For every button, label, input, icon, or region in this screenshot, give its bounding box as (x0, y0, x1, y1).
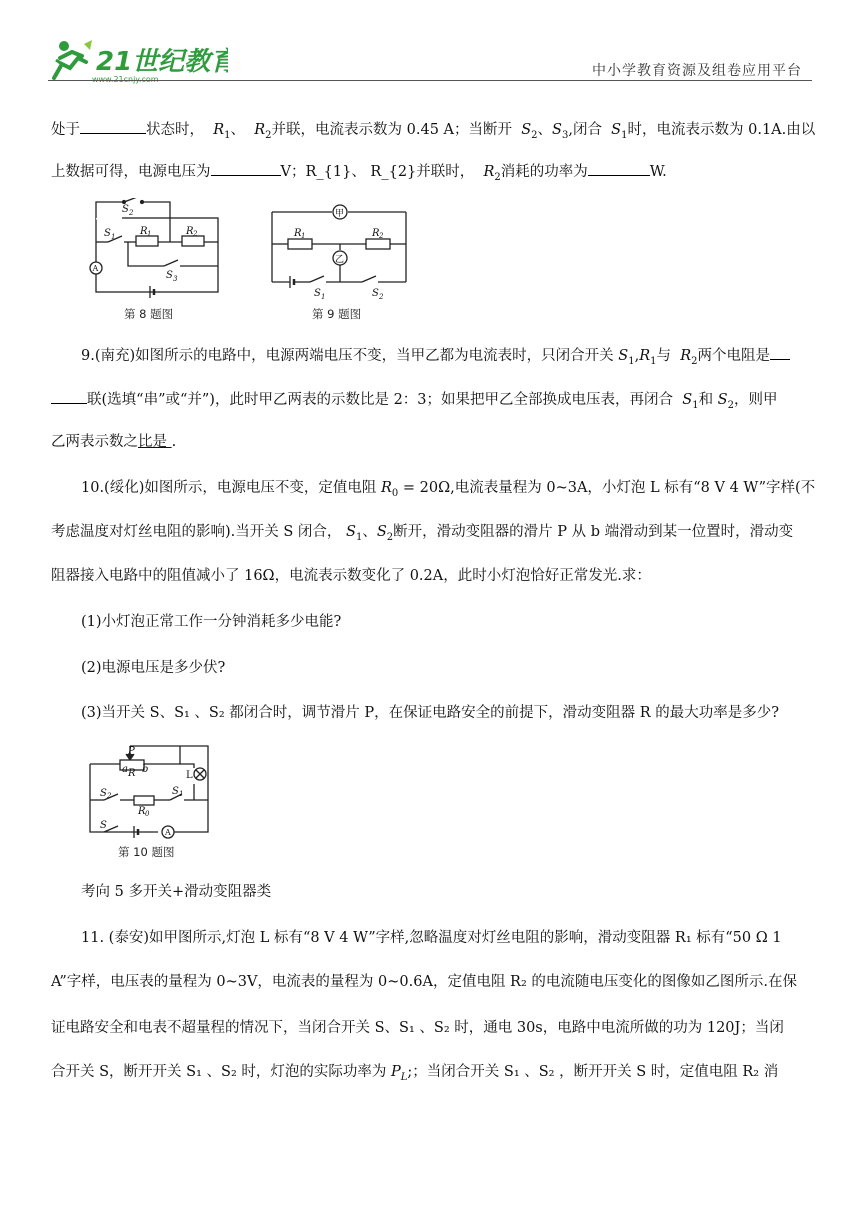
svg-text:R: R (372, 228, 380, 239)
svg-text:2: 2 (379, 232, 384, 240)
svg-text:乙: 乙 (335, 255, 345, 265)
q10-sub-1: (1)小灯泡正常工作一分钟消耗多少电能? (81, 614, 342, 630)
svg-text:0: 0 (145, 810, 150, 818)
q11-line-1: 11. (泰安)如甲图所示,灯泡 L 标有“8 V 4 W”字样,忽略温度对灯丝电阻的影响，滑动变阻器 R₁ 标有“50 Ω 1 (81, 930, 782, 946)
svg-text:P: P (128, 746, 135, 757)
svg-text:S: S (100, 820, 107, 831)
q10-line-1: 10.(绥化)如图所示，电源电压不变，定值电阻 $R_0 = 20\Omega$,电流表量程为 0~3A，小灯泡 L 标有“8 V 4 W”字样(不 (81, 480, 816, 499)
header-divider (48, 80, 812, 81)
q9-line-2: 联(选填“串”或“并”)，此时甲乙两表的示数比是 2：3；如果把甲乙全部换成电压表，再闭合 $S_1$和 $S_2$，则甲 (51, 388, 811, 416)
svg-text:1: 1 (301, 232, 306, 240)
svg-text:第 10 题图: 第 10 题图 (118, 845, 175, 859)
section-heading: 考向 5 多开关+滑动变阻器类 (81, 884, 272, 900)
svg-text:2: 2 (193, 230, 198, 238)
q11-line-3: 证电路安全和电表不超量程的情况下，当闭合开关 S、S₁ 、S₂ 时，通电 30s，电路中电流所做的功为 120J；当闭 (51, 1020, 784, 1036)
q10-sub-3: (3)当开关 S、S₁ 、S₂ 都闭合时，调节滑片 P，在保证电路安全的前提下，滑动变阻器 R 的最大功率是多少? (81, 705, 780, 721)
q8-line-2: 上数据可得，电源电压为 V；R_{1}、 R_{2}并联时， $R_2$消耗的功率为 W. (51, 160, 811, 188)
runner-logo-icon (48, 38, 228, 84)
svg-text:A: A (165, 828, 171, 837)
svg-text:S: S (172, 786, 179, 797)
svg-text:www.21cnjy.com: www.21cnjy.com (92, 75, 159, 84)
q8-line-1: 处于 状态时， $R_1$、 $R_2$并联，电流表示数为 0.45 A；当断开 $S_2$、$S_3$,闭合 $S_1$时，电流表示数为 0.1A.由以 (51, 118, 811, 146)
logo (48, 38, 228, 84)
svg-text:b: b (142, 764, 149, 775)
svg-text:R: R (294, 228, 302, 239)
q10-line-2: 考虑温度对灯丝电阻的影响).当开关 S 闭合， $S_1$、$S_2$断开，滑动变阻器的滑片 P 从 b 端滑动到某一位置时，滑动变 (51, 524, 794, 543)
svg-text:甲: 甲 (335, 209, 345, 219)
svg-text:第 9 题图: 第 9 题图 (312, 307, 362, 321)
svg-text:R: R (186, 226, 194, 237)
q10-line-3: 阻器接入电路中的阻值减小了 16Ω，电流表示数变化了 0.2A，此时小灯泡恰好正常发光.求： (51, 568, 651, 584)
svg-text:L: L (186, 770, 193, 781)
svg-text:2: 2 (379, 293, 384, 301)
svg-text:R: R (138, 806, 146, 817)
svg-text:2: 2 (129, 209, 134, 217)
svg-text:R: R (140, 226, 148, 237)
svg-text:1: 1 (147, 230, 152, 238)
q11-line-4: 合开关 S，断开开关 S₁ 、S₂ 时，灯泡的实际功率为 $P_L$;；当闭合开关 S₁ 、S₂ ，断开开关 S 时，定值电阻 R₂ 消 (51, 1064, 779, 1083)
svg-text:S: S (122, 204, 129, 215)
site-title: 中小学教育资源及组卷应用平台 (592, 63, 802, 79)
q10-sub-2: (2)电源电压是多少伏? (81, 660, 226, 676)
svg-text:S: S (372, 288, 379, 299)
svg-text:1: 1 (111, 233, 116, 241)
svg-text:1: 1 (179, 790, 184, 798)
figure-9-circuit (266, 198, 416, 324)
svg-text:R: R (128, 768, 136, 779)
q9-line-1: 9.(南充)如图所示的电路中，电源两端电压不变，当甲乙都为电流表时，只闭合开关 $S_1,R_1$与 $R_2$两个电阻是 (81, 344, 841, 372)
figure-10-circuit (84, 740, 224, 866)
q9-line-3: 乙两表示数之比是 . (51, 434, 177, 450)
page-header (0, 0, 860, 84)
figure-8-circuit (84, 198, 234, 324)
q11-line-2: A”字样，电压表的量程为 0~3V，电流表的量程为 0~0.6A，定值电阻 R₂ 的电流随电压变化的图像如乙图所示.在保 (51, 974, 798, 990)
svg-text:1: 1 (321, 293, 326, 301)
svg-text:S: S (104, 228, 111, 239)
svg-text:第 8 题图: 第 8 题图 (124, 307, 174, 321)
svg-text:A: A (92, 264, 99, 273)
svg-text:S: S (166, 270, 173, 281)
svg-text:3: 3 (173, 275, 178, 283)
svg-text:a: a (122, 764, 128, 775)
svg-text:21世纪教育: 21世纪教育 (96, 47, 228, 77)
svg-text:2: 2 (107, 792, 112, 800)
svg-text:S: S (314, 288, 321, 299)
svg-text:S: S (100, 788, 107, 799)
